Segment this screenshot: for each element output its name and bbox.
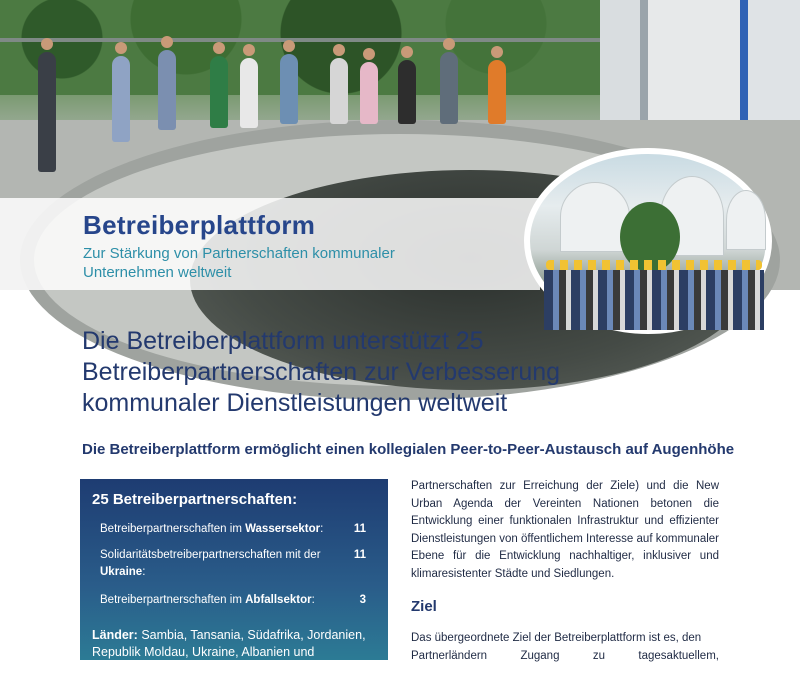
group-photo bbox=[524, 148, 772, 334]
row-count: 11 bbox=[353, 523, 366, 535]
row-label: Solidaritätsbetreiberpartnerschaften mit der bbox=[100, 549, 321, 561]
row-label: Betreiberpartnerschaften im bbox=[100, 594, 246, 606]
row-colon: : bbox=[311, 594, 315, 606]
visitor-figure bbox=[210, 56, 228, 128]
goal-line-2 bbox=[411, 648, 719, 666]
visitor-figure bbox=[38, 52, 56, 172]
row-count: 11 bbox=[353, 549, 366, 561]
row-colon: : bbox=[320, 523, 324, 535]
visitor-figure bbox=[330, 58, 348, 124]
visitor-figure bbox=[158, 50, 176, 130]
row-label: Betreiberpartnerschaften im bbox=[100, 523, 246, 535]
digester-dome bbox=[726, 190, 766, 250]
partnerships-infobox bbox=[80, 479, 388, 676]
body-paragraph-goal bbox=[411, 630, 719, 665]
section-heading-ziel: Ziel bbox=[411, 598, 437, 615]
goal-word: tagesaktuellem, bbox=[638, 649, 719, 662]
hard-hats bbox=[546, 260, 762, 270]
group-of-people bbox=[544, 270, 764, 330]
goal-line-1: Das übergeordnete Ziel der Betreiberplattform ist es, den bbox=[411, 632, 702, 644]
infobox-title: 25 Betreiberpartnerschaften: bbox=[92, 491, 298, 508]
visitor-figure bbox=[240, 58, 258, 128]
visitor-figure bbox=[280, 54, 298, 124]
banner-subtitle: Zur Stärkung von Partnerschaften kommunaler Unternehmen weltweit bbox=[83, 245, 395, 281]
row-colon: : bbox=[142, 566, 146, 578]
goal-word: zu bbox=[592, 649, 606, 662]
row-count: 3 bbox=[359, 594, 366, 606]
infobox-row-water bbox=[100, 521, 370, 538]
trees-background bbox=[0, 0, 620, 95]
page-headline: Die Betreiberplattform unterstützt 25 Betreiberpartnerschaften zur Verbesserung kommunaler Dienstleistungen weltweit bbox=[82, 327, 561, 417]
countries-value: Sambia, Tansania, Südafrika, Jordanien, Republik Moldau, Ukraine, Albanien und Deutschland bbox=[92, 628, 366, 676]
visitor-figure bbox=[112, 56, 130, 142]
visitor-figure bbox=[440, 52, 458, 124]
railing bbox=[0, 38, 600, 42]
countries-label: Länder: bbox=[92, 628, 138, 642]
visitor-figure bbox=[360, 62, 378, 124]
row-sector: Ukraine bbox=[100, 566, 143, 578]
row-sector: Wassersektor bbox=[245, 523, 321, 535]
goal-word: Partnerländern bbox=[411, 649, 488, 662]
row-sector: Abfallsektor bbox=[245, 594, 312, 606]
goal-word: Zugang bbox=[520, 649, 560, 662]
body-paragraph: Partnerschaften zur Erreichung der Ziele) und die New Urban Agenda der Vereinten Nationen betonen die Entwicklung einer funktionalen Infrastruktur und effizienter Dienstleistungen von öffentlichem Interesse auf kommunaler Ebene für die Entwicklung nachhaltiger, inklusiver und klimaresistenter Städte und Siedlungen. bbox=[411, 480, 719, 580]
infobox-row-ukraine bbox=[100, 547, 370, 581]
infobox-row-waste bbox=[100, 592, 370, 609]
banner-title: Betreiberplattform bbox=[83, 210, 316, 240]
page-subheadline: Die Betreiberplattform ermöglicht einen kollegialen Peer-to-Peer-Austausch auf Augenhöhe bbox=[82, 441, 735, 458]
visitor-figure bbox=[398, 60, 416, 124]
countries-list bbox=[92, 627, 384, 678]
visitor-figure bbox=[488, 60, 506, 124]
